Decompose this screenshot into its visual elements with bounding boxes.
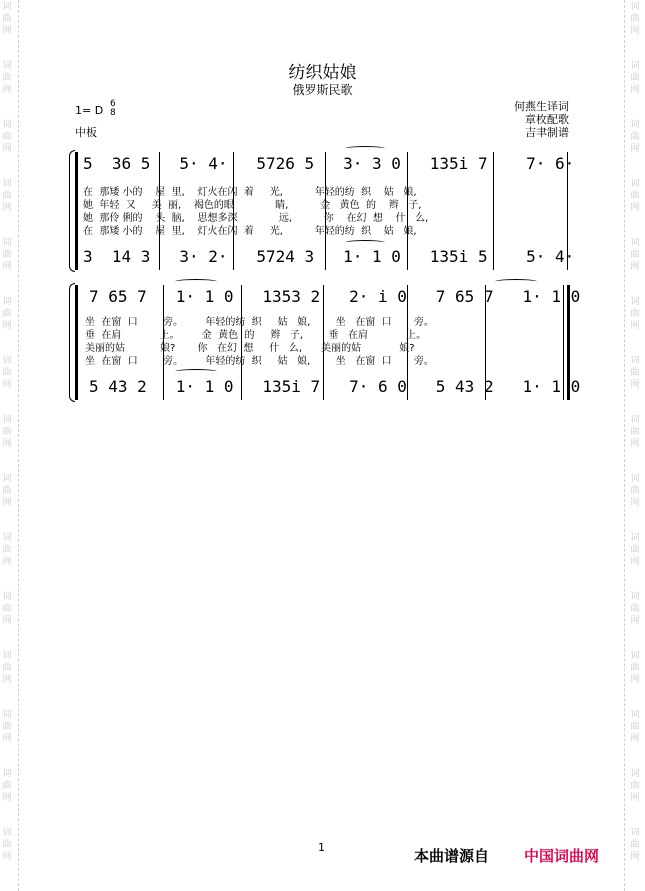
watermark-char: 曲 [630, 722, 640, 732]
watermark-char: 网 [630, 262, 640, 272]
upper-voice-notes: 5 36 5 5· 4· 5726 5 3· 3 0 135i 7 7· 6· [83, 154, 575, 173]
watermark-char: 网 [2, 793, 12, 803]
key-signature: 1= D [75, 104, 104, 117]
watermark-char: 曲 [2, 427, 12, 437]
watermark-char: 词 [2, 592, 12, 602]
meter-top: 6 [110, 99, 116, 109]
watermark-char: 词 [630, 238, 640, 248]
bar-line [75, 152, 78, 270]
watermark-char: 网 [2, 616, 12, 626]
lyric-verse-1: 坐 在窗 口 旁。 年轻的纺 织 姑 娘, 坐 在窗 口 旁。 [85, 317, 434, 328]
watermark-char: 曲 [2, 781, 12, 791]
watermark-char: 词 [2, 356, 12, 366]
lower-voice-notes: 5 43 2 1· 1 0 135i 7 7· 6 0 5 43 2 1· 1 0 [89, 377, 581, 396]
upper-voice-notes: 7 65 7 1· 1 0 1353 2 2· i 0 7 65 7 1· 1 0 [89, 287, 581, 306]
watermark-char: 曲 [630, 368, 640, 378]
watermark-char: 曲 [630, 604, 640, 614]
watermark-char: 曲 [2, 309, 12, 319]
lyric-verse-3: 美丽的姑 娘? 你 在幻 想 什 么, 美丽的姑 娘? [85, 343, 415, 354]
tie-mark [345, 146, 385, 151]
watermark-char: 曲 [2, 840, 12, 850]
watermark-char: 网 [630, 498, 640, 508]
lyric-verse-2: 垂 在肩 上。 金 黄色 的 辫 子, 垂 在肩 上。 [85, 330, 427, 341]
watermark-char: 词 [2, 474, 12, 484]
watermark-char: 曲 [2, 545, 12, 555]
lyric-verse-2: 她 年轻 又 美 丽, 褐色的眼 睛, 金 黄色 的 辫 子, [83, 200, 422, 211]
watermark-char: 网 [2, 321, 12, 331]
watermark-char: 词 [630, 592, 640, 602]
watermark-char: 曲 [630, 781, 640, 791]
lyric-verse-4: 坐 在窗 口 旁。 年轻的纺 织 姑 娘, 坐 在窗 口 旁。 [85, 356, 434, 367]
watermark-char: 词 [630, 179, 640, 189]
watermark-char: 网 [2, 557, 12, 567]
watermark-char: 网 [2, 144, 12, 154]
watermark-char: 曲 [2, 663, 12, 673]
watermark-char: 网 [630, 26, 640, 36]
tie-mark [175, 279, 217, 284]
watermark-char: 网 [630, 321, 640, 331]
credits [514, 100, 569, 139]
tie-mark [175, 369, 217, 374]
watermark-char: 曲 [2, 368, 12, 378]
song-title: 纺织姑娘 [288, 63, 357, 83]
watermark-char: 曲 [2, 604, 12, 614]
watermark-char: 词 [2, 533, 12, 543]
tempo-marking: 中板 [75, 126, 97, 139]
watermark-char: 词 [630, 120, 640, 130]
watermark-char: 曲 [630, 73, 640, 83]
watermark-char: 词 [2, 710, 12, 720]
watermark-char: 曲 [2, 486, 12, 496]
score-system-2 [75, 285, 581, 400]
left-dashed-border [18, 0, 19, 891]
arranger-credit: 章枚配歌 [525, 113, 569, 126]
watermark-char: 网 [630, 734, 640, 744]
lower-voice-notes: 3 14 3 3· 2· 5724 3 1· 1 0 135i 5 5· 4· [83, 247, 575, 266]
watermark-char: 词 [2, 179, 12, 189]
watermark-char: 网 [630, 616, 640, 626]
time-signature [110, 100, 116, 118]
watermark-char: 曲 [630, 14, 640, 24]
meter-bottom: 8 [110, 108, 116, 118]
transcriber-credit: 吉聿制谱 [525, 126, 569, 139]
watermark-char: 词 [2, 651, 12, 661]
watermark-char: 曲 [630, 191, 640, 201]
watermark-char: 曲 [2, 191, 12, 201]
watermark-char: 曲 [630, 840, 640, 850]
watermark-char: 词 [2, 415, 12, 425]
watermark-char: 词 [630, 356, 640, 366]
page-number: 1 [318, 841, 325, 854]
watermark-char: 词 [2, 238, 12, 248]
watermark-char: 词 [630, 61, 640, 71]
source-label: 本曲谱源自 [414, 847, 490, 865]
watermark-char: 词 [630, 474, 640, 484]
watermark-char: 网 [2, 675, 12, 685]
watermark-char: 曲 [2, 250, 12, 260]
lyric-verse-3: 她 那伶 俐的 头 脑, 思想多深 远, 你 在幻 想 什 么, [83, 213, 429, 224]
watermark-char: 网 [630, 557, 640, 567]
watermark-char: 词 [2, 61, 12, 71]
right-watermark-column [628, 0, 642, 891]
watermark-char: 词 [630, 297, 640, 307]
tie-mark [345, 240, 385, 245]
watermark-char: 曲 [630, 132, 640, 142]
bar-line [75, 285, 78, 400]
watermark-char: 网 [2, 26, 12, 36]
watermark-char: 网 [2, 498, 12, 508]
watermark-char: 曲 [630, 309, 640, 319]
watermark-char: 词 [630, 415, 640, 425]
watermark-char: 网 [630, 85, 640, 95]
watermark-char: 网 [630, 203, 640, 213]
watermark-char: 网 [2, 439, 12, 449]
watermark-char: 曲 [630, 427, 640, 437]
watermark-char: 网 [630, 380, 640, 390]
watermark-char: 词 [2, 120, 12, 130]
watermark-char: 曲 [630, 250, 640, 260]
watermark-char: 网 [630, 675, 640, 685]
song-subtitle: 俄罗斯民歌 [292, 83, 353, 97]
watermark-char: 曲 [630, 486, 640, 496]
watermark-char: 词 [630, 769, 640, 779]
right-dashed-border [624, 0, 625, 891]
watermark-char: 词 [2, 297, 12, 307]
score-system-1 [75, 152, 575, 270]
watermark-char: 网 [2, 734, 12, 744]
watermark-char: 曲 [630, 663, 640, 673]
watermark-char: 网 [2, 85, 12, 95]
lyric-verse-1: 在 那矮 小的 屋 里, 灯火在闪 着 光, 年轻的纺 织 姑 娘, [83, 187, 417, 198]
lyricist-credit: 何燕生译词 [514, 100, 569, 113]
watermark-char: 曲 [2, 722, 12, 732]
left-watermark-column [0, 0, 14, 891]
watermark-char: 曲 [2, 73, 12, 83]
watermark-char: 网 [2, 262, 12, 272]
watermark-char: 词 [2, 2, 12, 12]
watermark-char: 网 [2, 380, 12, 390]
watermark-char: 曲 [2, 132, 12, 142]
lyric-verse-4: 在 那矮 小的 屋 里, 灯火在闪 着 光, 年轻的纺 织 姑 娘, [83, 226, 417, 237]
watermark-char: 曲 [630, 545, 640, 555]
watermark-char: 网 [630, 793, 640, 803]
watermark-char: 网 [630, 439, 640, 449]
watermark-char: 词 [630, 533, 640, 543]
watermark-char: 词 [630, 710, 640, 720]
watermark-char: 词 [630, 651, 640, 661]
watermark-char: 词 [2, 769, 12, 779]
watermark-char: 网 [2, 852, 12, 862]
watermark-char: 词 [2, 828, 12, 838]
site-logo-text[interactable]: 中国词曲网 [524, 847, 600, 865]
watermark-char: 网 [630, 852, 640, 862]
watermark-char: 词 [630, 828, 640, 838]
tie-mark [495, 279, 537, 284]
watermark-char: 词 [630, 2, 640, 12]
watermark-char: 网 [2, 203, 12, 213]
watermark-char: 网 [630, 144, 640, 154]
watermark-char: 曲 [2, 14, 12, 24]
